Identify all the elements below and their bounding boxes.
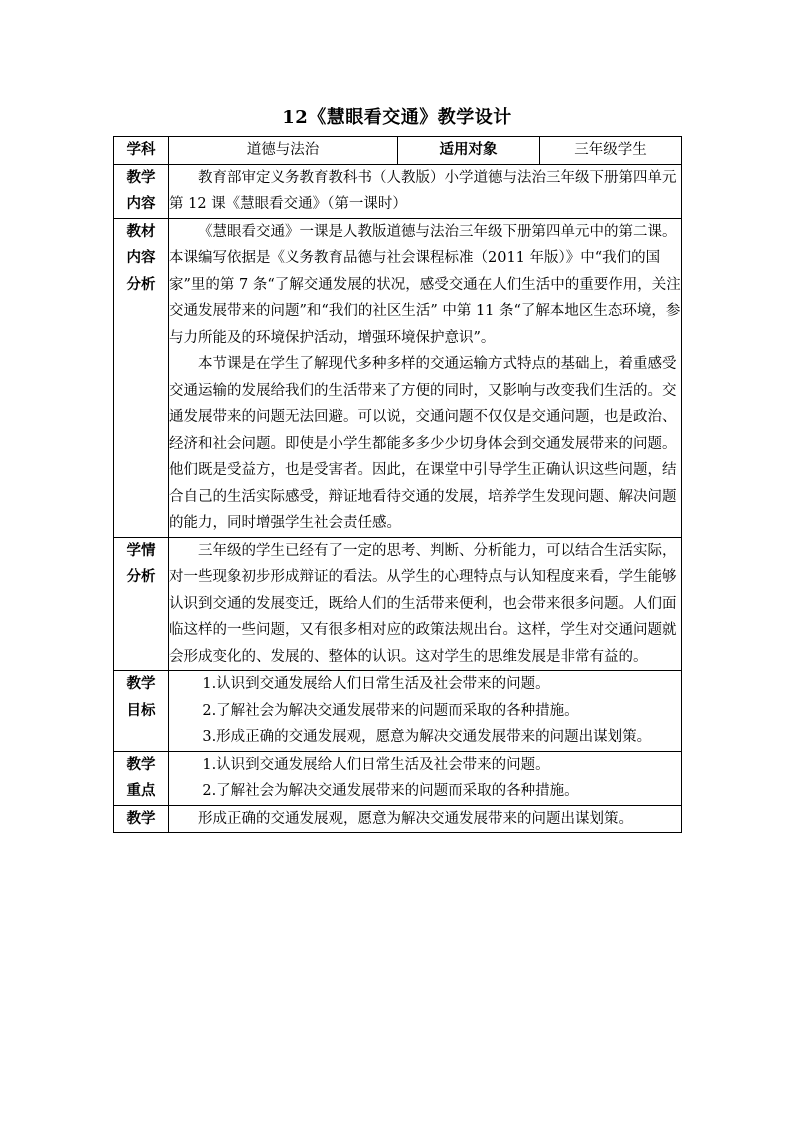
audience-label: 适用对象 [398, 137, 540, 165]
row-material-analysis [114, 218, 682, 537]
label-line: 目标 [126, 701, 156, 719]
label-line: 教材 [126, 222, 156, 240]
learner-analysis-text: 三年级的学生已经有了一定的思考、判断、分析能力，可以结合生活实际，对一些现象初步形成辩证的看法。从学生的心理特点与认知程度来看，学生能够认识到交通的发展变迁，既给人们的生活带来便利，也会带来很多问题。人们面临这样的一些问题，又有很多相对应的政策法规出台。这样，学生对交通问题就会形成变化的、发展的、整体的认识。这对学生的思维发展是非常有益的。 [169, 542, 677, 665]
row-teaching-content [114, 164, 682, 218]
row-key-points [114, 751, 682, 805]
teaching-content-cell [169, 164, 682, 218]
label-line: 教学 [126, 675, 156, 692]
header-row [114, 137, 682, 165]
subject-value: 道德与法治 [169, 137, 398, 165]
teaching-difficulty-cell [169, 805, 682, 833]
teaching-content-label [114, 164, 169, 218]
key-point-item: 2.了解社会为解决交通发展带来的问题而采取的各种措施。 [202, 783, 579, 799]
row-learner-analysis [114, 537, 682, 671]
page-title: 12《慧眼看交通》教学设计 [282, 107, 512, 128]
goal-item: 2.了解社会为解决交通发展带来的问题而采取的各种措施。 [202, 702, 579, 719]
goal-item: 1.认识到交通发展给人们日常生活及社会带来的问题。 [202, 676, 550, 692]
label-line: 教学 [126, 809, 156, 827]
label-line: 学情 [126, 541, 156, 559]
row-teaching-goals [114, 671, 682, 752]
learner-analysis-cell [169, 537, 682, 671]
label-line: 教学 [126, 168, 156, 186]
label-line: 分析 [126, 568, 156, 585]
teaching-content-text: 教育部审定义务教育教科书（人教版）小学道德与法治三年级下册第四单元第 12 课《慧眼看交通》（第一课时） [169, 169, 677, 212]
label-line: 教学 [126, 755, 156, 773]
label-line: 分析 [126, 275, 156, 293]
key-points-label [114, 751, 169, 805]
label-line: 内容 [126, 195, 156, 212]
audience-value: 三年级学生 [540, 137, 682, 165]
row-teaching-difficulty [114, 805, 682, 833]
teaching-difficulty-text: 形成正确的交通发展观，愿意为解决交通发展带来的问题出谋划策。 [198, 810, 633, 827]
teaching-difficulty-label [114, 805, 169, 833]
key-point-item: 1.认识到交通发展给人们日常生活及社会带来的问题。 [202, 756, 550, 773]
lesson-plan-table [113, 136, 682, 833]
teaching-goals-label [114, 671, 169, 752]
label-line: 重点 [126, 782, 156, 799]
label-line: 内容 [126, 249, 156, 266]
subject-label: 学科 [114, 137, 169, 165]
learner-analysis-label [114, 537, 169, 671]
material-paragraph-1: 《慧眼看交通》一课是人教版道德与法治三年级下册第四单元中的第二课。本课编写依据是《义务教育品德与社会课程标准（2011 年版）》中“我们的国家”里的第 7 条“了解交通发展的状况，感受交通在人们生活中的重要作用，关注交通发展带来的问题”和“我们的社区生活” 中第 11 条“了解本地区生态环境，参与力所能及的环境保护活动，增强环境保护意识”。 [169, 223, 681, 346]
key-points-cell [169, 751, 682, 805]
goal-item: 3.形成正确的交通发展观，愿意为解决交通发展带来的问题出谋划策。 [202, 729, 652, 745]
material-paragraph-2: 本节课是在学生了解现代多种多样的交通运输方式特点的基础上，着重感受交通运输的发展给我们的生活带来了方便的同时，又影响与改变我们生活的。交通发展带来的问题无法回避。可以说，交通问题不仅仅是交通问题，也是政治、经济和社会问题。即使是小学生都能多多少少切身体会到交通发展带来的问题。他们既是受益方，也是受害者。因此，在课堂中引导学生正确认识这些问题，结合自己的生活实际感受，辩证地看待交通的发展，培养学生发现问题、解决问题的能力，同时增强学生社会责任感。 [169, 356, 677, 531]
material-analysis-cell [169, 218, 682, 537]
teaching-goals-cell [169, 671, 682, 752]
material-analysis-label [114, 218, 169, 537]
